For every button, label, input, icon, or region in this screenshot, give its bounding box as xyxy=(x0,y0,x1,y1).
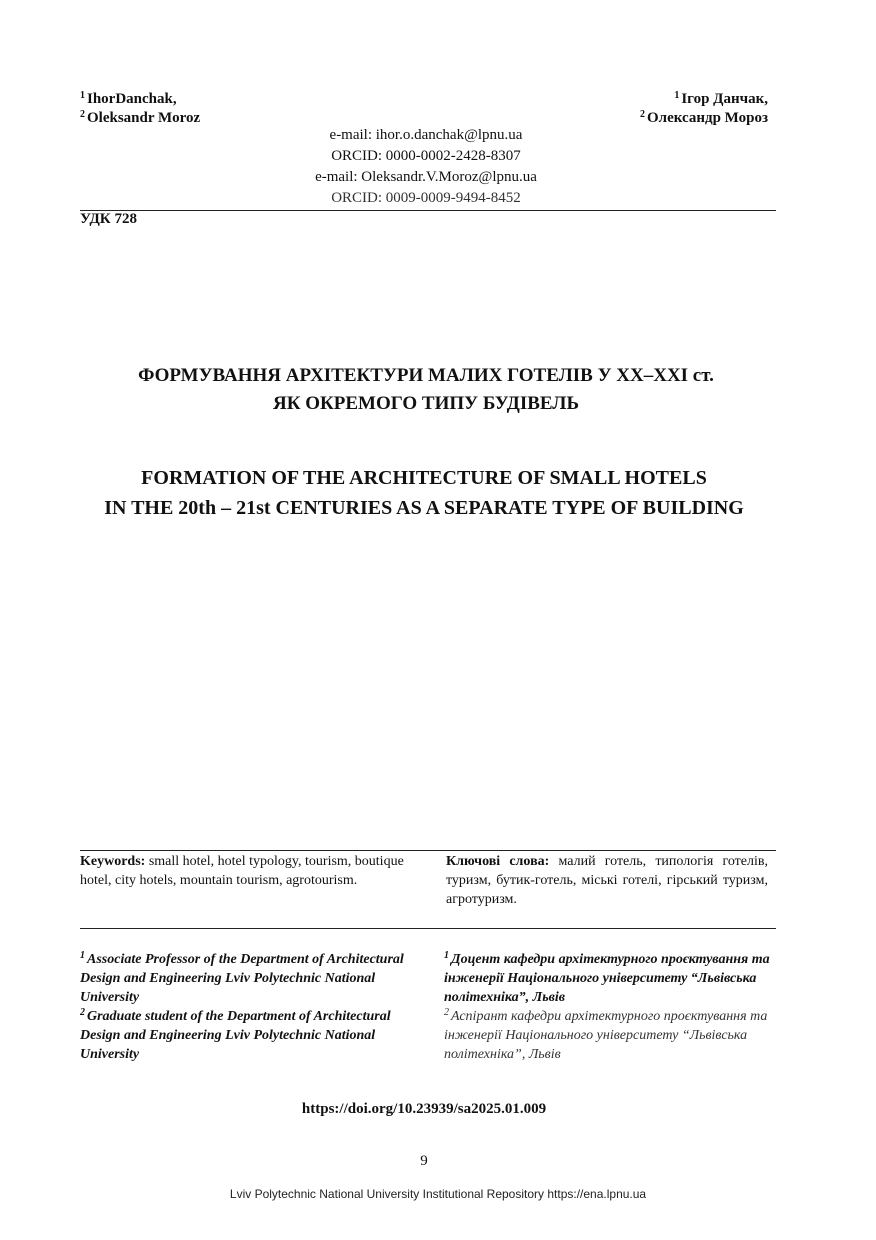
keywords-bottom-rule xyxy=(80,928,776,929)
affiliation-ua-2-num: 2 xyxy=(444,1007,449,1018)
author-ua-2-num: 2 xyxy=(639,109,645,120)
keywords-top-rule xyxy=(80,850,776,851)
author-contacts xyxy=(0,125,852,209)
affiliation-ua-2-text: Аспірант кафедри архітектурного проєктування та інженерії Національного університету “Львівська політехніка”, Львів xyxy=(444,1009,768,1062)
page-number: 9 xyxy=(420,1153,428,1169)
keywords-ua-text: малий готель, типологія готелів, туризм, бутик-готель, міські готелі, гірський туризм, агротуризм. xyxy=(446,854,768,907)
author-en-1-num: 1 xyxy=(80,90,85,101)
affiliation-en-1-num: 1 xyxy=(80,950,85,961)
keywords-en xyxy=(80,852,428,890)
title-en-line-2: IN THE 20th – 21st CENTURIES AS A SEPARATE TYPE OF BUILDING xyxy=(104,497,744,519)
email-2[interactable]: e-mail: Oleksandr.V.Moroz@lpnu.ua xyxy=(315,169,537,185)
email-1[interactable]: e-mail: ihor.o.danchak@lpnu.ua xyxy=(329,127,523,143)
keywords-ua-label: Ключові слова: xyxy=(446,854,550,869)
affiliation-en-1 xyxy=(80,946,420,1007)
title-ua-line-2: ЯК ОКРЕМОГО ТИПУ БУДІВЕЛЬ xyxy=(272,393,580,414)
affiliation-en-1-text: Associate Professor of the Department of Architectural Design and Engineering Lviv Polytechnic National University xyxy=(80,952,404,1005)
author-en-2-num: 2 xyxy=(80,109,85,120)
affiliation-ua-1 xyxy=(444,946,772,1007)
title-ua xyxy=(0,362,852,418)
affiliation-ua-1-text: Доцент кафедри архітектурного проєктування та інженерії Національного університету “Львівська політехніка”, Львів xyxy=(444,952,770,1005)
affiliation-en-2 xyxy=(80,1003,420,1064)
affiliation-en-2-text: Graduate student of the Department of Architectural Design and Engineering Lviv Polytechnic National University xyxy=(80,1009,391,1062)
keywords-en-label: Keywords: xyxy=(80,854,146,869)
author-en-2-name: Oleksandr Moroz xyxy=(87,110,201,126)
title-en-line-1: FORMATION OF THE ARCHITECTURE OF SMALL HOTELS xyxy=(141,467,707,489)
affiliation-en-2-num: 2 xyxy=(80,1007,85,1018)
affiliation-ua-2 xyxy=(444,1003,772,1064)
author-en-1-name: IhorDanchak, xyxy=(87,91,177,107)
keywords-en-text: small hotel, hotel typology, tourism, boutique hotel, city hotels, mountain tourism, agrotourism. xyxy=(80,854,404,888)
header-rule xyxy=(80,210,776,211)
title-ua-line-1: ФОРМУВАННЯ АРХІТЕКТУРИ МАЛИХ ГОТЕЛІВ У XX–XXI ст. xyxy=(138,365,714,386)
orcid-1: ORCID: 0000-0002-2428-8307 xyxy=(331,148,521,164)
affiliation-ua-1-num: 1 xyxy=(444,950,449,961)
title-en xyxy=(0,463,848,523)
author-ua-2-name: Олександр Мороз xyxy=(646,110,768,126)
orcid-2: ORCID: 0009-0009-9494-8452 xyxy=(331,190,521,206)
keywords-ua xyxy=(446,852,768,909)
author-ua-1-num: 1 xyxy=(674,90,680,101)
doi-link[interactable]: https://doi.org/10.23939/sa2025.01.009 xyxy=(301,1101,547,1117)
udk-code: УДК 728 xyxy=(80,211,137,227)
author-ua-1-name: Ігор Данчак, xyxy=(681,91,768,107)
repository-footer: Lviv Polytechnic National University Institutional Repository https://ena.lpnu.ua xyxy=(229,1187,647,1201)
